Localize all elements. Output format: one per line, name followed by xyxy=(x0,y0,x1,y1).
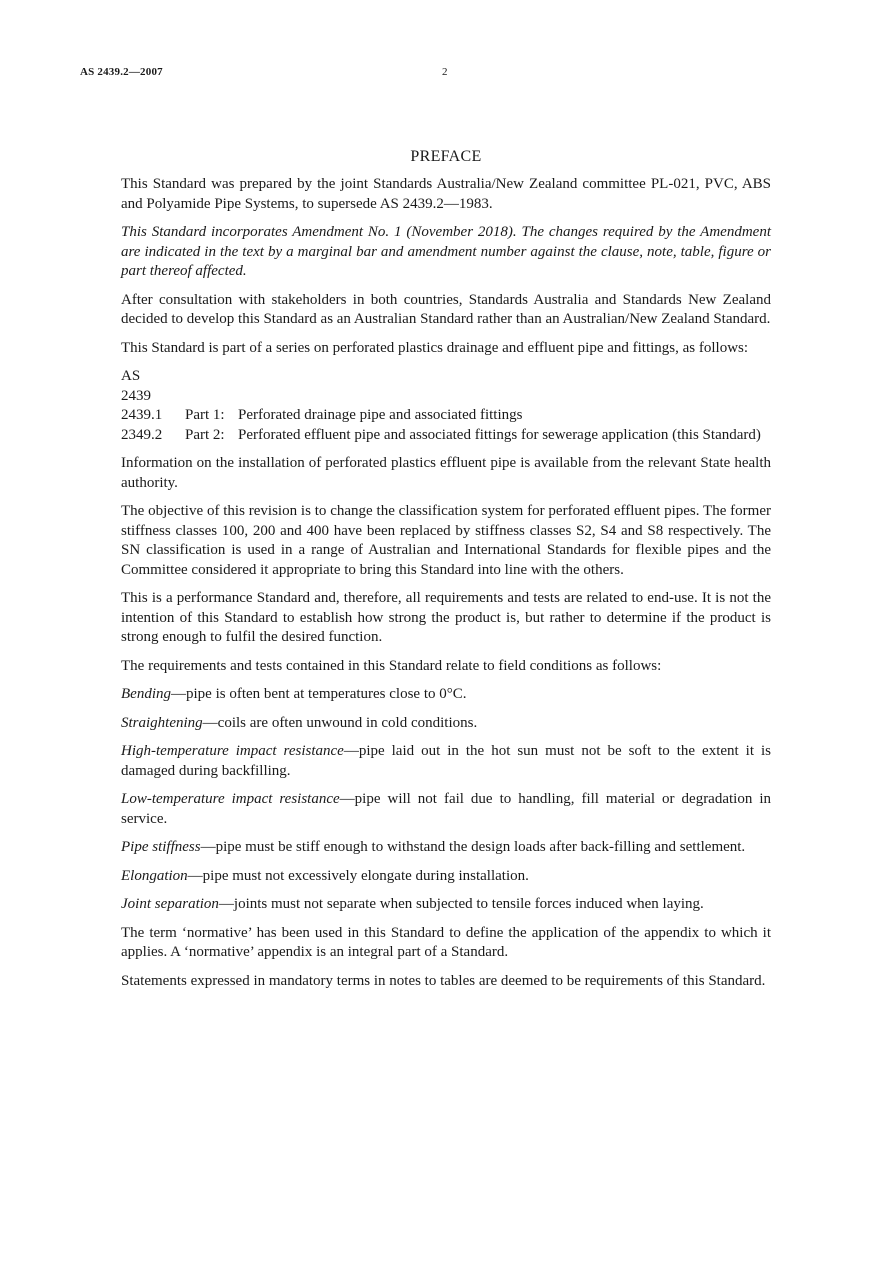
condition-text: —coils are often unwound in cold conditions. xyxy=(202,714,478,731)
condition-text: —joints must not separate when subjected to tensile forces induced when laying. xyxy=(218,896,704,912)
condition-term: Low-temperature impact resistance xyxy=(121,791,340,807)
series-item-part: Part 2: xyxy=(185,426,225,443)
running-head: AS 2439.2—2007 xyxy=(80,66,163,78)
page-number: 2 xyxy=(442,66,448,78)
paragraph-consultation: After consultation with stakeholders in both countries, Standards Australia and Standards New Zealand decided to develop this Standard as an Australian Standard rather than an Australian/New Zealand Standard. xyxy=(121,291,771,327)
series-item xyxy=(121,426,771,446)
condition-term: Joint separation xyxy=(121,896,219,912)
condition-text: —pipe must not excessively elongate during installation. xyxy=(187,867,529,884)
paragraph-conditions-intro: The requirements and tests contained in this Standard relate to field conditions as follows: xyxy=(121,657,662,674)
series-item-number: 2349.2 xyxy=(121,426,163,443)
condition-item xyxy=(121,714,771,734)
condition-item xyxy=(121,685,771,705)
series-item-number: 2439.1 xyxy=(121,407,163,423)
paragraph-performance: This is a performance Standard and, therefore, all requirements and tests are related to end-use. It is not the intention of this Standard to establish how strong the product is, but rather to determine if the product is strong enough to fulfil the desired function. xyxy=(121,590,771,645)
paragraph-objective: The objective of this revision is to change the classification system for perforated effluent pipes. The former stiffness classes 100, 200 and 400 have been replaced by stiffness classes S2, S4 and S8 respectively. The SN classification is used in a range of Australian and International Standards for flexible pipes and the Committee considered it appropriate to bring this Standard into line with the others. xyxy=(121,503,771,578)
condition-term: High-temperature impact resistance xyxy=(121,743,344,759)
series-item-part: Part 1: xyxy=(185,407,225,423)
preface-body xyxy=(121,148,771,1000)
paragraph-committee: This Standard was prepared by the joint Standards Australia/New Zealand committee PL-021, PVC, ABS and Polyamide Pipe Systems, to supersede AS 2439.2—1983. xyxy=(121,176,771,212)
condition-term: Pipe stiffness xyxy=(121,839,201,855)
series-number: 2439 xyxy=(121,387,151,404)
condition-item xyxy=(121,838,771,858)
condition-text: —pipe laid out in the hot sun must not be soft to the extent it is damaged during backfilling. xyxy=(121,743,772,779)
condition-text: —pipe will not fail due to handling, fill material or degradation in service. xyxy=(121,791,771,827)
condition-text: —pipe must be stiff enough to withstand the design loads after back-filling and settlement. xyxy=(200,839,746,855)
condition-item xyxy=(121,742,771,781)
series-item xyxy=(121,406,771,426)
condition-item xyxy=(121,790,771,829)
condition-item xyxy=(121,895,771,915)
condition-term: Elongation xyxy=(121,867,188,884)
page-title: PREFACE xyxy=(410,148,482,165)
paragraph-installation: Information on the installation of perforated plastics effluent pipe is available from the relevant State health authority. xyxy=(121,455,771,491)
series-item-description: Perforated drainage pipe and associated fittings xyxy=(238,407,523,423)
series-list xyxy=(121,367,771,445)
paragraph-normative: The term ‘normative’ has been used in this Standard to define the application of the appendix to which it applies. A ‘normative’ appendix is an integral part of a Standard. xyxy=(121,924,771,960)
condition-text: —pipe is often bent at temperatures close to 0°C. xyxy=(171,686,467,702)
series-prefix: AS xyxy=(121,368,141,384)
condition-term: Straightening xyxy=(121,714,203,731)
paragraph-series-intro: This Standard is part of a series on perforated plastics drainage and effluent pipe and fittings, as follows: xyxy=(121,339,749,356)
condition-item xyxy=(121,867,771,887)
paragraph-mandatory: Statements expressed in mandatory terms in notes to tables are deemed to be requirements of this Standard. xyxy=(121,972,766,989)
paragraph-amendment: This Standard incorporates Amendment No. 1 (November 2018). The changes required by the Amendment are indicated in the text by a marginal bar and amendment number against the clause, note, table, figure or part thereof affected. xyxy=(121,224,771,279)
series-item-description: Perforated effluent pipe and associated fittings for sewerage application (this Standard) xyxy=(238,426,761,443)
condition-term: Bending xyxy=(121,686,171,702)
